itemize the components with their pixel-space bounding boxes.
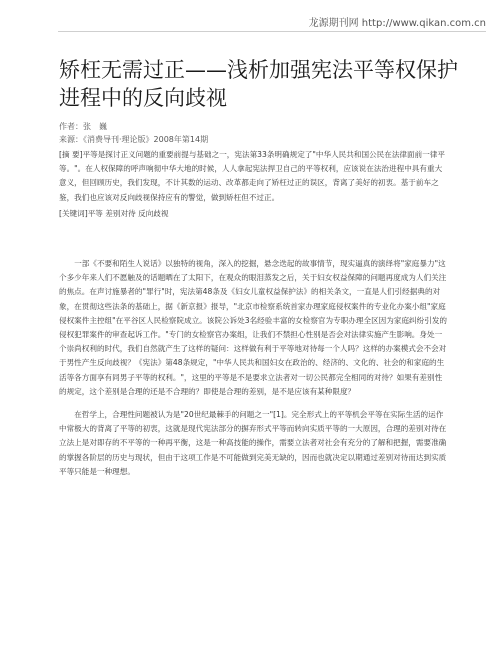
article-author: 作者：张 巍 bbox=[59, 122, 107, 131]
header-divider bbox=[58, 31, 486, 32]
article-title: 矫枉无需过正——浅析加强宪法平等权保护进程中的反向歧视 bbox=[59, 58, 458, 110]
body-paragraph-1: 一部《不要和陌生人说话》以独特的视角，深入的挖掘，悬念迭起的故事情节，现实逼真的演绎将"家庭暴力"这个多少年来人们不愿触及的话题晒在了太阳下，在观众的眼泪蒸发之后，关于妇女权益保障的问题再度成为人们关注的焦点。在声讨施暴者的"罪行"时，宪法第48条及《妇女儿童权益保护法》的相关条文，一直是人们引经据典的对象，在贯彻这些法条的基础上，据《新京报》报导，"北京市检察系统首家办理家庭侵权案件的专业化办案小组"家庭侵权案件主控组"在平谷区人民检察院成立。该院公诉处3名经验丰富的女检察官为专职办理全区因为家庭纠纷引发的侵权犯罪案件的审查起诉工作。"专门的女检察官办案组，让我们不禁担心性别是否会对法律实施产生影响。身处一个崇尚权利的时代，我们自然就产生了这样的疑问：这样做有利于平等地对待每一个人吗？这样的办案模式会不会对于男性产生反向歧视？《宪法》第48条规定，"中华人民共和国妇女在政治的、经济的、文化的、社会的和家庭的生活等各方面享有同男子平等的权利。"，这里的平等是不是要求立法者对一切公民都完全相同的对待？如果有差别性的规定，这个差别是合理的还是不合理的？即使是合理的差别，是不是应该有某种限度？ bbox=[59, 259, 448, 396]
article-source: 来源：《消费导刊·理论版》2008年第14期 bbox=[59, 135, 209, 144]
body-paragraph-2: 在哲学上，合理性问题被认为是"20世纪最棘手的问题之一"[1]。完全形式上的平等机会平等在实际生活的运作中常极大的背离了平等的初衷，这就是现代宪法部分的摒弃形式平等而转向实质平等的一大原因，合理的差别对待在立法上是对即存的不平等的一种再平衡，这是一种高技能的操作，需要立法者对社会有充分的了解和把握，需要准确的掌握各阶层的历史与现状，但由于这项工作是不可能做到完美无缺的，因而也就决定以期通过差别对待而达到实质平等只能是一种理想。 bbox=[59, 410, 447, 476]
article-abstract: [摘 要]平等是探讨正义问题的重要前提与基础之一，宪法第33条明确规定了"中华人民共和国公民在法律面前一律平等。"。在人权保障的呼声响彻中华大地的时候，人人拿起宪法捍卫自己的平等权利，应该说在法治进程中具有重大意义，但回顾历史，我们发现，不计其数的运动、改革都走向了矫枉过正的误区，背离了美好的初衷。基于前车之鉴，我们也应该对反向歧视保持应有的警觉，做到矫枉但不过正。 bbox=[59, 150, 445, 202]
article-body bbox=[59, 257, 447, 488]
site-header[interactable]: 龙源期刊网 http://www.qikan.com.cn bbox=[308, 18, 486, 29]
article-keywords: [关键词]平等 差别对待 反向歧视 bbox=[59, 209, 169, 218]
